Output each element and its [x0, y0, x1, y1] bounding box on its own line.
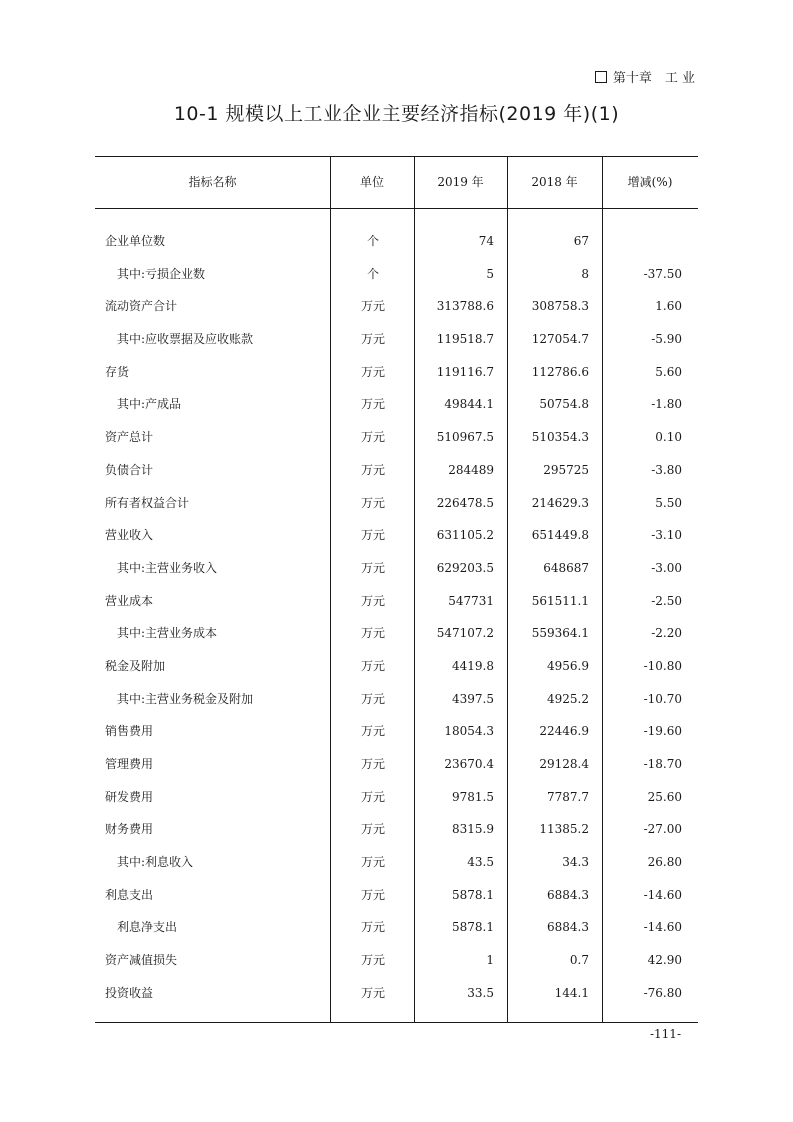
row-2019-cell: 9781.5 — [452, 789, 494, 804]
row-2018-cell: 0.7 — [569, 953, 589, 968]
row-name-cell: 其中:利息收入 — [117, 855, 194, 870]
row-2019-cell: 49844.1 — [444, 397, 494, 412]
row-2018-cell: 4925.2 — [547, 691, 589, 706]
row-2018-cell: 4956.9 — [547, 658, 589, 673]
table-row — [95, 650, 698, 683]
row-2019-cell: 226478.5 — [436, 495, 494, 510]
row-change-cell: 26.80 — [647, 855, 682, 870]
row-unit-cell: 万元 — [360, 430, 385, 445]
row-unit-cell: 万元 — [360, 658, 385, 673]
row-change-cell: -3.10 — [651, 528, 682, 543]
row-name-cell: 资产减值损失 — [105, 953, 178, 968]
row-name-cell: 营业收入 — [105, 528, 154, 543]
table-row — [95, 225, 698, 258]
row-change-cell: 5.50 — [655, 495, 682, 510]
table-row — [95, 715, 698, 748]
row-2019-cell: 8315.9 — [452, 822, 494, 837]
row-unit-cell: 万元 — [360, 626, 385, 641]
table-row — [95, 977, 698, 1010]
row-change-cell: -3.80 — [651, 462, 682, 477]
row-change-cell: -10.80 — [643, 658, 682, 673]
row-2019-cell: 5 — [486, 266, 494, 281]
row-name-cell: 存货 — [105, 364, 130, 379]
row-change-cell: -19.60 — [643, 724, 682, 739]
header-unit: 单位 — [359, 175, 384, 189]
row-name-cell: 其中:主营业务税金及附加 — [117, 691, 254, 706]
row-name-cell: 资产总计 — [105, 430, 154, 445]
row-name-cell: 其中:主营业务收入 — [117, 560, 218, 575]
row-change-cell: -37.50 — [643, 266, 682, 281]
row-name-cell: 企业单位数 — [105, 234, 166, 248]
row-2019-cell: 119116.7 — [436, 364, 494, 379]
row-change-cell: 25.60 — [647, 789, 682, 804]
row-unit-cell: 万元 — [360, 724, 385, 739]
row-2018-cell: 127054.7 — [531, 332, 589, 347]
row-unit-cell: 万元 — [360, 855, 385, 870]
table-row — [95, 323, 698, 356]
row-2018-cell: 6884.3 — [547, 920, 589, 935]
row-2018-cell: 22446.9 — [539, 724, 589, 739]
table-row — [95, 944, 698, 977]
row-2018-cell: 295725 — [543, 462, 589, 477]
row-name-cell: 销售费用 — [105, 724, 154, 739]
row-2019-cell: 74 — [478, 234, 494, 248]
table-row — [95, 911, 698, 944]
row-unit-cell: 万元 — [360, 789, 385, 804]
row-name-cell: 其中:应收票据及应收账款 — [117, 332, 254, 347]
row-2019-cell: 43.5 — [467, 855, 494, 870]
row-2019-cell: 629203.5 — [436, 560, 494, 575]
row-change-cell: -3.00 — [651, 560, 682, 575]
row-2018-cell: 112786.6 — [531, 364, 589, 379]
header-2019: 2019 年 — [437, 175, 484, 189]
row-2019-cell: 5878.1 — [452, 920, 494, 935]
row-2019-cell: 119518.7 — [436, 332, 494, 347]
header-change: 增减(%) — [627, 175, 673, 189]
row-2018-cell: 29128.4 — [539, 757, 589, 771]
square-icon — [595, 71, 607, 83]
row-unit-cell: 万元 — [360, 953, 385, 968]
row-name-cell: 财务费用 — [105, 822, 154, 837]
table-row — [95, 519, 698, 552]
table-title: 10-1 规模以上工业企业主要经济指标(2019 年)(1) — [173, 103, 620, 125]
row-2018-cell: 11385.2 — [539, 822, 589, 837]
row-change-cell: -27.00 — [643, 822, 682, 837]
row-2018-cell: 214629.3 — [531, 495, 589, 510]
row-2019-cell: 547731 — [448, 593, 494, 608]
page-number: -111- — [649, 1027, 681, 1041]
row-name-cell: 负债合计 — [105, 462, 154, 477]
row-unit-cell: 万元 — [360, 887, 385, 902]
row-unit-cell: 万元 — [360, 822, 385, 837]
table-row — [95, 552, 698, 585]
row-2018-cell: 559364.1 — [531, 626, 589, 641]
row-name-cell: 投资收益 — [105, 985, 154, 1000]
table-row — [95, 683, 698, 716]
row-change-cell: -2.20 — [651, 626, 682, 641]
row-change-cell: 42.90 — [647, 953, 682, 968]
table-row — [95, 879, 698, 912]
row-change-cell: -18.70 — [643, 757, 682, 771]
row-unit-cell: 个 — [366, 234, 379, 248]
table-row — [95, 617, 698, 650]
table-row — [95, 748, 698, 781]
row-unit-cell: 万元 — [360, 462, 385, 477]
row-name-cell: 流动资产合计 — [105, 299, 178, 314]
row-name-cell: 营业成本 — [105, 593, 154, 608]
row-2019-cell: 547107.2 — [436, 626, 494, 641]
row-unit-cell: 万元 — [360, 593, 385, 608]
row-2019-cell: 5878.1 — [452, 887, 494, 902]
header-name: 指标名称 — [188, 175, 237, 189]
row-2018-cell: 648687 — [543, 560, 589, 575]
row-2019-cell: 23670.4 — [444, 757, 494, 771]
row-change-cell: -2.50 — [651, 593, 682, 608]
table-row — [95, 454, 698, 487]
row-unit-cell: 万元 — [360, 691, 385, 706]
row-2019-cell: 4397.5 — [452, 691, 494, 706]
row-unit-cell: 万元 — [360, 397, 385, 412]
row-change-cell: -76.80 — [643, 985, 682, 1000]
row-2018-cell: 144.1 — [554, 985, 589, 1000]
row-unit-cell: 万元 — [360, 560, 385, 575]
row-2018-cell: 7787.7 — [547, 789, 589, 804]
row-change-cell: 5.60 — [655, 364, 682, 379]
row-2019-cell: 510967.5 — [436, 430, 494, 445]
row-2019-cell: 313788.6 — [436, 299, 494, 314]
row-change-cell: -10.70 — [643, 691, 682, 706]
row-2019-cell: 1 — [486, 953, 494, 968]
row-name-cell: 所有者权益合计 — [105, 495, 190, 510]
row-2019-cell: 18054.3 — [444, 724, 494, 739]
row-unit-cell: 万元 — [360, 332, 385, 347]
row-2018-cell: 8 — [581, 266, 589, 281]
row-unit-cell: 万元 — [360, 495, 385, 510]
row-change-cell: 0.10 — [655, 430, 682, 445]
table-row — [95, 421, 698, 454]
table-header — [95, 157, 698, 209]
row-name-cell: 其中:产成品 — [117, 397, 182, 412]
table-row — [95, 585, 698, 618]
row-unit-cell: 万元 — [360, 299, 385, 314]
row-2018-cell: 67 — [573, 234, 589, 248]
row-2018-cell: 651449.8 — [531, 528, 589, 543]
row-unit-cell: 万元 — [360, 985, 385, 1000]
table-row — [95, 487, 698, 520]
chapter-header — [595, 67, 695, 86]
row-unit-cell: 万元 — [360, 757, 385, 771]
row-2018-cell: 561511.1 — [531, 593, 589, 608]
table-row — [95, 356, 698, 389]
table-row — [95, 290, 698, 323]
row-change-cell: -1.80 — [651, 397, 682, 412]
row-2019-cell: 284489 — [448, 462, 494, 477]
row-name-cell: 管理费用 — [105, 757, 154, 771]
row-change-cell — [603, 225, 682, 258]
row-change-cell: -14.60 — [643, 887, 682, 902]
row-2018-cell: 510354.3 — [531, 430, 589, 445]
row-unit-cell: 万元 — [360, 528, 385, 543]
row-unit-cell: 个 — [366, 266, 379, 281]
table-row — [95, 846, 698, 879]
table-row — [95, 813, 698, 846]
table-row — [95, 781, 698, 814]
row-name-cell: 利息支出 — [105, 887, 154, 902]
row-name-cell: 其中:主营业务成本 — [117, 626, 218, 641]
table-row — [95, 258, 698, 291]
chapter-label: 第十章 工 业 — [612, 71, 695, 86]
row-2018-cell: 6884.3 — [547, 887, 589, 902]
data-table — [95, 156, 698, 1023]
table-row — [95, 388, 698, 421]
row-name-cell: 其中:亏损企业数 — [117, 266, 206, 281]
row-2019-cell: 33.5 — [467, 985, 494, 1000]
row-unit-cell: 万元 — [360, 364, 385, 379]
row-2018-cell: 34.3 — [562, 855, 589, 870]
row-2019-cell: 631105.2 — [436, 528, 494, 543]
header-2018: 2018 年 — [531, 175, 578, 189]
row-2018-cell: 50754.8 — [539, 397, 589, 412]
table-body — [95, 225, 698, 1010]
row-name-cell: 税金及附加 — [105, 658, 166, 673]
row-2018-cell: 308758.3 — [531, 299, 589, 314]
row-name-cell: 研发费用 — [105, 789, 154, 804]
row-change-cell: -5.90 — [651, 332, 682, 347]
row-change-cell: -14.60 — [643, 920, 682, 935]
row-change-cell: 1.60 — [655, 299, 682, 314]
row-unit-cell: 万元 — [360, 920, 385, 935]
row-name-cell: 利息净支出 — [117, 920, 178, 935]
row-2019-cell: 4419.8 — [452, 658, 494, 673]
